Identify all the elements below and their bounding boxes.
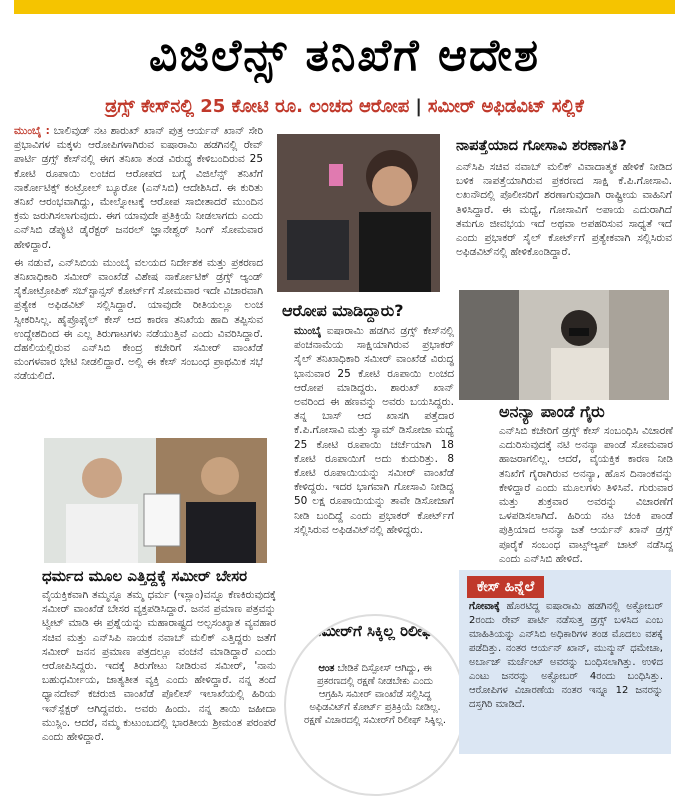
case-background-text: ಹೊರಟಿದ್ದ ಐಷಾರಾಮಿ ಹಡಗಿನಲ್ಲಿ ಅಕ್ಟೋಬರ್ 2ರಂದು ರೇವ್ ಪಾರ್ಟಿ ನಡೆಸುತ್ತ ಡ್ರಗ್ಸ್ ಬಳಸಿದ ಎಂಬ ಮಾಹಿತಿಯನ್ನು ಎನ್‌ಸಿಬಿ ಅಧಿಕಾರಿಗಳ ತಂಡ ಮೊದಲು ವಶಕ್ಕೆ ಪಡೆದಿತ್ತು. ನಂತರ ಆರ್ಯನ್ ಖಾನ್, ಮುನ್ಮುನ್ ಧಮೇಚಾ, ಅರ್ಬಾಜ್ ಮರ್ಚೆಂಟ್ ಅವರನ್ನು ಬಂಧಿಸಲಾಗಿತ್ತು. ಉಳಿದ ಎಂಟು ಜನರನ್ನು ಅಕ್ಟೋಬರ್ 4ರಂದು ಬಂಧಿಸಿತ್ತು. ಆರೋಪಿಗಳ ವಿಚಾರಣೆಯ ನಂತರ ಇನ್ನೂ 12 ಜನರನ್ನು ದಸ್ತಗಿರಿ ಮಾಡಿದೆ. <box>469 601 663 710</box>
sub-headline-right: ಸಮೀರ್ ಅಫಿಡವಿಟ್ ಸಲ್ಲಿಕೆ <box>427 96 584 117</box>
relief-bubble-body <box>304 662 446 764</box>
case-background-body <box>469 600 663 750</box>
allegation-story-title: ಆರೋಪ ಮಾಡಿದ್ದಾರು? <box>282 301 404 320</box>
ananya-story-title: ಅನನ್ಯಾ ಪಾಂಡೆ ಗೈರು <box>499 402 605 421</box>
case-background-box <box>459 570 671 754</box>
relief-bubble-lead: ಆಂತ <box>318 663 335 674</box>
top-color-band <box>14 0 675 14</box>
allegation-body-text: ಐಷಾರಾಮಿ ಹಡಗಿನ ಡ್ರಗ್ಸ್ ಕೇಸ್‌ನಲ್ಲಿ ಪಂಚನಾಮೆಯ ಸಾಕ್ಷಿಯಾಗಿರುವ ಪ್ರಭಾಕರ್ ಸೈಲ್ ತನಿಖಾಧಿಕಾರಿ ಸಮೀರ್ ವಾಂಖೆಡೆ ವಿರುದ್ಧ ಭಾನುವಾರ 25 ಕೋಟಿ ರೂಪಾಯಿ ಲಂಚದ ಆರೋಪ ಮಾಡಿದ್ದರು. ಶಾರುಖ್ ಖಾನ್ ಅವರಿಂದ ಈ ಹಣವನ್ನು ಅವರು ಬಯಸಿದ್ದರು. ತನ್ನ ಬಾಸ್ ಆದ ಖಾಸಗಿ ಪತ್ತೆದಾರ ಕೆ.ಪಿ.ಗೋಸಾವಿ ಮತ್ತು ಸ್ಯಾಮ್ ಡಿಸೋಜಾ ಮಧ್ಯೆ 25 ಕೋಟಿ ರೂಪಾಯಿ ಚರ್ಚೆಯಾಗಿ 18 ಕೋಟಿ ರೂಪಾಯಿಗೆ ಅದು ಕುದುರಿತ್ತು. 8 ಕೋಟಿ ರೂಪಾಯಿಯನ್ನು ಸಮೀರ್ ವಾಂಖೆಡೆ ಕೇಳಿದ್ದರು. ಇದರ ಭಾಗವಾಗಿ ಗೋಸಾವಿ ನೀಡಿದ್ದ 50 ಲಕ್ಷ ರೂಪಾಯಿಯನ್ನು ತಾವೇ ಡಿಸೋಜಾಗೆ ನೀಡಿ ಬಂದಿದ್ದೆ ಎಂದು ಪ್ರಭಾಕರ್ ಕೋರ್ಟ್‌ಗೆ ಸಲ್ಲಿಸಿರುವ ಅಫಿಡವಿಟ್‌ನಲ್ಲಿ ಹೇಳಿದ್ದರು. <box>294 325 454 536</box>
newspaper-page <box>14 14 675 760</box>
religion-story-title: ಧರ್ಮದ ಮೂಲ ಎತ್ತಿದ್ದಕ್ಕೆ ಸಮೀರ್ ಬೇಸರ <box>42 567 248 585</box>
main-story-para1: ಬಾಲಿವುಡ್ ನಟ ಶಾರುಖ್ ಖಾನ್ ಪುತ್ರ ಆರ್ಯನ್ ಖಾನ್ ಸೇರಿ ಪ್ರಭಾವಿಗಳ ಮಕ್ಕಳು ಆರೋಪಿಗಳಾಗಿರುವ ಐಷಾರಾಮಿ ಹಡಗಿನಲ್ಲಿ ರೇವ್ ಪಾರ್ಟಿ ಡ್ರಗ್ಸ್ ಕೇಸ್‌ನಲ್ಲಿ ಈಗ ತನಿಖಾ ತಂಡ ವಿರುದ್ಧ ಕೇಳಿಬಂದಿರುವ 25 ಕೋಟಿ ರೂಪಾಯಿ ಲಂಚದ ಆರೋಪದ ಬಗ್ಗೆ ವಿಜಿಲೆನ್ಸ್ ತನಿಖೆಗೆ ನಾರ್ಕೋಟಿಕ್ಸ್ ಕಂಟ್ರೋಲ್ ಬ್ಯೂರೋ (ಎನ್‌ಸಿಬಿ) ಆದೇಶಿಸಿದೆ. ಈ ಕುರಿತು ತನಿಖೆ ಆರಂಭವಾಗಿದ್ದು, ಮೇಲ್ನೋಟಕ್ಕೆ ಆರೋಪ ಸಾಬೀತಾದರೆ ಮುಂದಿನ ಕ್ರಮ ಜರುಗಿಸಲಾಗುವುದು. ಈಗ ಯಾವುದೇ ಪ್ರತಿಕ್ರಿಯೆ ನೀಡಲಾಗದು ಎಂದು ಎನ್‌ಸಿಬಿ ಡೆಪ್ಯುಟಿ ಡೈರೆಕ್ಟರ್ ಜನರಲ್ ಜ್ಞಾನೇಶ್ವರ್ ಸಿಂಗ್ ಸೋಮವಾರ ಹೇಳಿದ್ದಾರೆ. <box>14 125 263 251</box>
ananya-story-body: ಎನ್‌ಸಿಬಿ ಕಚೇರಿಗೆ ಡ್ರಗ್ಸ್ ಕೇಸ್ ಸಂಬಂಧಿಸಿ ವಿಚಾರಣೆ ಎದುರಿಸುವುದಕ್ಕೆ ನಟಿ ಅನನ್ಯಾ ಪಾಂಡೆ ಸೋಮವಾರ ಹಾಜರಾಗಲಿಲ್ಲ. ಆದರೆ, ವೈಯಕ್ತಿಕ ಕಾರಣ ನೀಡಿ ತನಿಖೆಗೆ ಗೈರಾಗಿರುವ ಅನನ್ಯಾ, ಹೊಸ ದಿನಾಂಕವನ್ನು ಕೇಳಿದ್ದಾರೆ ಎಂದು ಮೂಲಗಳು ತಿಳಿಸಿವೆ. ಗುರುವಾರ ಮತ್ತು ಶುಕ್ರವಾರ ಅವರನ್ನು ವಿಚಾರಣೆಗೆ ಒಳಪಡಿಸಲಾಗಿದೆ. ಹಿರಿಯ ನಟ ಚಂಕಿ ಪಾಂಡೆ ಪುತ್ರಿಯಾದ ಅನನ್ಯಾ ಜತೆ ಆರ್ಯನ್ ಖಾನ್ ಡ್ರಗ್ಸ್ ಪೂರೈಕೆ ಸಂಬಂಧ ವಾಟ್ಸ್‌ಆ್ಯಪ್ ಚಾಟ್ ನಡೆಸಿದ್ದ ಎಂದು ಎನ್‌ಸಿಬಿ ಹೇಳಿದೆ. <box>499 425 673 565</box>
sub-headline-separator: | <box>415 96 422 117</box>
leaders-photo <box>44 438 267 563</box>
gosavi-story-title: ನಾಪತ್ತೆಯಾದ ಗೋಸಾವಿ ಶರಣಾಗತಿ? <box>456 138 627 154</box>
sub-headline <box>14 96 675 117</box>
allegation-dateline: ಮುಂಬೈ <box>294 325 322 337</box>
main-story-para2: ಈ ನಡುವೆ, ಎನ್‌ಸಿಬಿಯ ಮುಂಬೈ ವಲಯದ ನಿರ್ದೇಶಕ ಮತ್ತು ಪ್ರಕರಣದ ತನಿಖಾಧಿಕಾರಿ ಸಮೀರ್ ವಾಂಖೆಡೆ ವಿಶೇಷ ನಾರ್ಕೋಟಿಕ್ ಡ್ರಗ್ಸ್ ಆ್ಯಂಡ್ ಸೈಕೋಟ್ರೋಪಿಕ್ ಸಬ್‌ಸ್ಟಾನ್ಸಸ್ ಕೋರ್ಟ್‌ಗೆ ಸೋಮವಾರ ಇದೇ ವಿಚಾರವಾಗಿ ಪ್ರತ್ಯೇಕ ಅಫಿಡವಿಟ್ ಸಲ್ಲಿಸಿದ್ದಾರೆ. ಯಾವುದೇ ರೀತಿಯಲ್ಲೂ ಲಂಚ ಸ್ವೀಕರಿಸಿಲ್ಲ. ಹೈಪ್ರೊಫೈಲ್ ಕೇಸ್ ಆದ ಕಾರಣ ತನಿಖೆಯ ಹಾದಿ ತಪ್ಪಿಸುವ ಉದ್ದೇಶದಿಂದ ಈ ಎಲ್ಲ ತಿರುಗಾಟಗಳು ನಡೆಯುತ್ತಿವೆ ಎಂದು ವಿವರಿಸಿದ್ದಾರೆ. ದೆಹಲಿಯಲ್ಲಿರುವ ಎನ್‌ಸಿಬಿ ಕೇಂದ್ರ ಕಚೇರಿಗೆ ಸಮೀರ್ ವಾಂಖೆಡೆ ಮಂಗಳವಾರ ಭೇಟಿ ನೀಡಲಿದ್ದಾರೆ. ಅಲ್ಲಿ ಈ ಕೇಸ್ ಸಂಬಂಧ ಪ್ರಾಥಮಿಕ ಸಭೆ ನಡೆಯಲಿದೆ. <box>14 256 263 383</box>
main-story-dateline: ಮುಂಬೈ : <box>14 125 50 137</box>
relief-bubble <box>284 614 466 796</box>
religion-story-body: ವೈಯಕ್ತಿಕವಾಗಿ ತಮ್ಮನ್ನೂ ತಮ್ಮ ಧರ್ಮ (ಇಸ್ಲಾಂ)ವನ್ನೂ ಕೆಣಕಿರುವುದಕ್ಕೆ ಸಮೀರ್ ವಾಂಖೆಡೆ ಬೇಸರ ವ್ಯಕ್ತಪಡಿಸಿದ್ದಾರೆ. ಜನನ ಪ್ರಮಾಣ ಪತ್ರವನ್ನು ಟ್ವೀಟ್ ಮಾಡಿ ಈ ಪ್ರಶ್ನೆಯನ್ನು ಮಹಾರಾಷ್ಟ್ರದ ಅಲ್ಪಸಂಖ್ಯಾತ ವ್ಯವಹಾರ ಸಚಿವ ಮತ್ತು ಎನ್‌ಸಿಪಿ ನಾಯಕ ನವಾಬ್ ಮಲಿಕ್ ಎತ್ತಿದ್ದರು ಜತೆಗೆ ಸಮೀರ್ ಜನನ ಪ್ರಮಾಣ ಪತ್ರದಲ್ಲೂ ವಂಚನೆ ಮಾಡಿದ್ದಾರೆ ಎಂದು ಆರೋಪಿಸಿದ್ದರು. ಇದಕ್ಕೆ ತಿರುಗೇಟು ನೀಡಿರುವ ಸಮೀರ್, 'ನಾನು ಬಹುಧರ್ಮೀಯ, ಜಾತ್ಯತೀತ ವ್ಯಕ್ತಿ ಎಂದು ಹೇಳಿದ್ದಾರೆ. ನನ್ನ ತಂದೆ ಧ್ಯಾನದೇವ್ ಕಚರುಜಿ ವಾಂಖೆಡೆ ಪೊಲೀಸ್ ಇಲಾಖೆಯಲ್ಲಿ ಹಿರಿಯ ಇನ್‌ಸ್ಪೆಕ್ಟರ್ ಆಗಿದ್ದವರು. ಅವರು ಹಿಂದು. ನನ್ನ ತಾಯಿ ಜಹೀದಾ ಮುಸ್ಲಿಂ. ಆದರೆ, ನಮ್ಮ ಕುಟುಂಬದಲ್ಲಿ ಭಾರತೀಯ ಶ್ರೀಮಂತ ಪರಂಪರೆ ಎಂದು ಹೇಳಿದ್ದಾರೆ. <box>42 589 276 744</box>
case-background-lead: ಗೋವಾಕ್ಕೆ <box>469 601 500 612</box>
case-background-tag: ಕೇಸ್ ಹಿನ್ನೆಲೆ <box>467 576 544 598</box>
main-story <box>14 124 263 430</box>
gosavi-story-body: ಎನ್‌ಸಿಪಿ ಸಚಿವ ನವಾಬ್ ಮಲಿಕ್ ವಿವಾದಾತ್ಮಕ ಹೇಳಿಕೆ ನೀಡಿದ ಬಳಿಕ ನಾಪತ್ತೆಯಾಗಿರುವ ಪ್ರಕರಣದ ಸಾಕ್ಷಿ ಕೆ.ಪಿ.ಗೋಸಾವಿ. ಲಖನೌದಲ್ಲಿ ಪೊಲೀಸರಿಗೆ ಶರಣಾಗುವುದಾಗಿ ರಾಷ್ಟ್ರೀಯ ವಾಹಿನಿಗೆ ತಿಳಿಸಿದ್ದಾರೆ. ಈ ಮಧ್ಯೆ, ಗೋಸಾವಿಗೆ ಅಪಾಯ ಎದುರಾಗಿದೆ ತಮಗೂ ಜೀವಭಯ ಇದೆ ಅಥವಾ ಅಪಹರಿಸುವ ಸಾಧ್ಯತೆ ಇದೆ ಎಂದು ಪ್ರಭಾಕರ್ ಸೈಲ್ ಕೋರ್ಟ್‌ಗೆ ಪ್ರತ್ಯೇಕವಾಗಿ ಸಲ್ಲಿಸಿರುವ ಅಫಿಡವಿಟ್‌ನಲ್ಲಿ ಹೇಳಿಕೊಂಡಿದ್ದಾರೆ. <box>456 161 672 259</box>
aryan-khan-photo <box>277 134 440 292</box>
relief-bubble-title: ಸಮೀರ್‌ಗೆ ಸಿಕ್ಕಿಲ್ಲ ರಿಲೀಫ್ <box>313 622 437 640</box>
ananya-pandey-photo <box>459 290 669 400</box>
main-headline: ವಿಜಿಲೆನ್ಸ್ ತನಿಖೆಗೆ ಆದೇಶ <box>149 30 540 81</box>
allegation-story-body <box>294 324 454 606</box>
relief-bubble-text: ಬೇಡಿಕೆ ದಿಸ್ಪೋಸ್ ಆಗಿದ್ದು, ಈ ಪ್ರಕರಣದಲ್ಲಿ ರಕ್ಷಣೆ ನೀಡಬೇಕು ಎಂದು ಆಗ್ರಹಿಸಿ ಸಮೀರ್ ವಾಂಖೆಡೆ ಸಲ್ಲಿಸಿದ್ದ ಅಫಿಡವಿಟ್‌ಗೆ ಕೋರ್ಟ್ ಪ್ರತಿಕ್ರಿಯೆ ನೀಡಿಲ್ಲ. ರಕ್ಷಣೆ ವಿಚಾರದಲ್ಲಿ ಸಮೀರ್‌ಗೆ ರಿಲೀಫ್ ಸಿಕ್ಕಿಲ್ಲ. <box>304 663 446 726</box>
sub-headline-left: ಡ್ರಗ್ಸ್ ಕೇಸ್‌ನಲ್ಲಿ 25 ಕೋಟಿ ರೂ. ಲಂಚದ ಆರೋಪ <box>105 96 410 117</box>
